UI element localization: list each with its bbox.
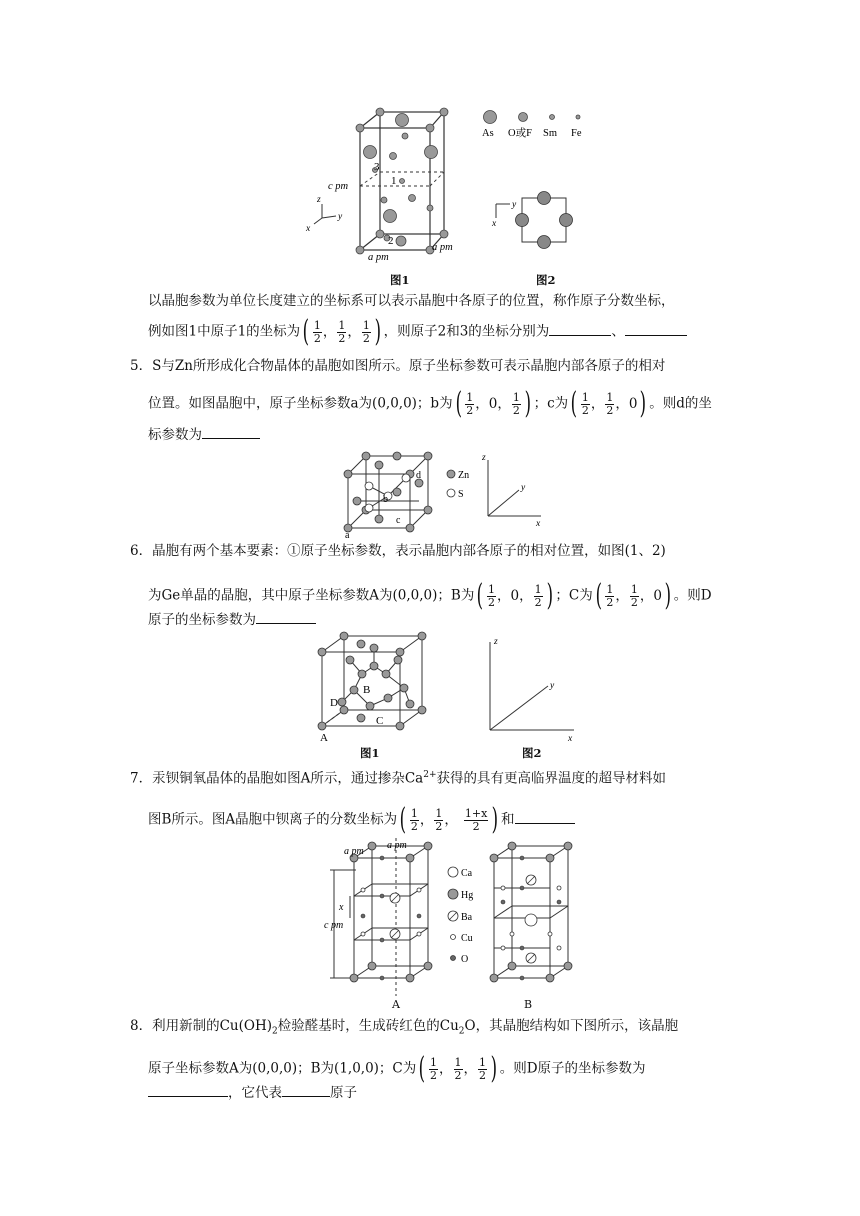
- c-pm-label: c pm: [328, 181, 349, 192]
- figure-ge-cell: [312, 628, 587, 752]
- q7-line1: 7．汞钡铜氧晶体的晶胞如图A所示，通过掺杂$Ca^{2+}$获得的具有更高临界温度的超导材料如: [130, 770, 666, 787]
- atom-1-label: 1: [391, 175, 397, 187]
- c-pm-label-q7: c pm: [324, 920, 344, 931]
- figure-2-caption: 图2: [536, 273, 556, 287]
- legend-cu: Cu: [461, 933, 473, 944]
- legend-fe: Fe: [571, 128, 582, 139]
- axis-z-label: z: [317, 195, 321, 205]
- legend-o-or-f: O或F: [508, 128, 532, 139]
- atom-D-label: D: [330, 697, 338, 709]
- p4-line1: 以晶胞参数为单位长度建立的坐标系可以表示晶胞中各原子的位置，称作原子分数坐标，: [148, 293, 675, 309]
- q6-axis-y: y: [550, 681, 555, 691]
- q5-line3: 标参数为: [148, 424, 260, 445]
- q6-figure-1-caption: 图1: [360, 746, 380, 760]
- atom-A-label: A: [320, 732, 328, 744]
- q7-caption-a: A: [392, 998, 400, 1011]
- legend-ca: Ca: [461, 868, 473, 879]
- axis-y-label: y: [338, 212, 343, 222]
- atom-b-label: b: [383, 494, 388, 505]
- legend-o: O: [461, 954, 469, 965]
- x-label-q7: x: [339, 902, 344, 913]
- q8-line1: 8．利用新制的$Cu(OH)_2$检验醛基时，生成砖红色的$Cu_2O$，其晶胞结构如下图所示，该晶胞: [130, 1018, 679, 1037]
- atom-2-label: 2: [388, 235, 394, 247]
- q5-axis-x: x: [536, 519, 541, 529]
- q7-line2: 图B所示。图A晶胞中钡离子的分数坐标为 ( $\frac{1}{2}$ ， $\frac{1}{2}$ ， $\frac{1+x}{2}$ ) 和: [148, 806, 575, 834]
- answer-blank-atom2[interactable]: [549, 321, 611, 336]
- legend-ba: Ba: [461, 912, 473, 923]
- a-pm-label-bottom: a pm: [368, 252, 389, 263]
- q5-line1: 5．S与Zn所形成化合物晶体的晶胞如图所示。原子坐标参数可表示晶胞内部各原子的相对: [130, 358, 666, 374]
- q8-line2: 原子坐标参数A为(0,0,0)；B为(1,0,0)；C为 ( $\frac{1}{2}$ ， $\frac{1}{2}$ ， $\frac{1}{2}$ ) 。则D原子的坐标参数为: [148, 1051, 646, 1086]
- q6-axis-z: z: [494, 637, 498, 647]
- q5-axis-z: z: [482, 453, 486, 463]
- a-pm-label-right: a pm: [432, 242, 453, 253]
- figure-sm-fe-as-cell: [300, 98, 600, 288]
- coord-1-1-1: ( $\frac{1}{2}$ ， $\frac{1}{2}$ ， $\frac{1}{2}$ ): [302, 314, 381, 349]
- q6-line2: 为Ge单晶的晶胞，其中原子坐标参数A为(0,0,0)；B为 ( $\frac{1}{2}$ ， 0， $\frac{1}{2}$ ) ；C为 ( $\frac{1}{2}$ ， $\frac{1}{2}$ ， 0 ) 。则D: [148, 578, 712, 613]
- legend-hg: Hg: [461, 890, 474, 901]
- fig2-axis-y: y: [512, 200, 517, 210]
- a-pm-label-left: a pm: [344, 846, 364, 857]
- answer-blank-q6[interactable]: [256, 609, 316, 624]
- figure-1-caption: 图1: [390, 273, 410, 287]
- legend-zn: Zn: [458, 470, 470, 481]
- atom-3-label: 3: [374, 161, 380, 173]
- fig2-axis-x: x: [492, 219, 497, 229]
- q6-line1: 6．晶胞有两个基本要素：①原子坐标参数，表示晶胞内部各原子的相对位置，如图(1、2): [130, 543, 666, 559]
- answer-blank-atom3[interactable]: [625, 321, 687, 336]
- atom-d-label: d: [416, 470, 421, 481]
- q6-figure-2-caption: 图2: [522, 746, 542, 760]
- q7-caption-b: B: [524, 998, 533, 1011]
- atom-C-label: C: [376, 715, 384, 727]
- p4-line2: 例如图1中原子1的坐标为 ( $\frac{1}{2}$ ， $\frac{1}{2}$ ， $\frac{1}{2}$ ) ，则原子2和3的坐标分别为 、: [148, 318, 687, 346]
- atom-c-label: c: [396, 515, 401, 526]
- q5-line2: 位置。如图晶胞中，原子坐标参数a为(0,0,0)；b为 ( $\frac{1}{2}$ ， 0， $\frac{1}{2}$ ) ；c为 ( $\frac{1}{2}$ ， $\frac{1}{2}$ ， 0 ) 。则d的坐: [148, 386, 712, 421]
- q6-line3: 原子的坐标参数为: [148, 609, 316, 630]
- axis-x-label: x: [306, 224, 311, 234]
- atom-a-label: a: [345, 530, 350, 541]
- figure-zns-cell: [336, 448, 566, 540]
- q8-line3: ，它代表 原子: [148, 1082, 357, 1103]
- a-pm-label-top: a pm: [387, 840, 407, 851]
- legend-as: As: [482, 128, 494, 139]
- answer-blank-q8-atom[interactable]: [282, 1082, 330, 1097]
- answer-blank-q7[interactable]: [515, 809, 575, 824]
- answer-blank-q8-coord[interactable]: [148, 1082, 228, 1097]
- q5-axis-y: y: [521, 483, 526, 493]
- legend-s: S: [458, 489, 464, 500]
- atom-B-label: B: [363, 684, 371, 696]
- q6-axis-x: x: [568, 734, 573, 744]
- figure-hg-ba-cu-o-cells: [326, 836, 586, 1014]
- legend-sm: Sm: [543, 128, 558, 139]
- answer-blank-q5[interactable]: [202, 424, 260, 439]
